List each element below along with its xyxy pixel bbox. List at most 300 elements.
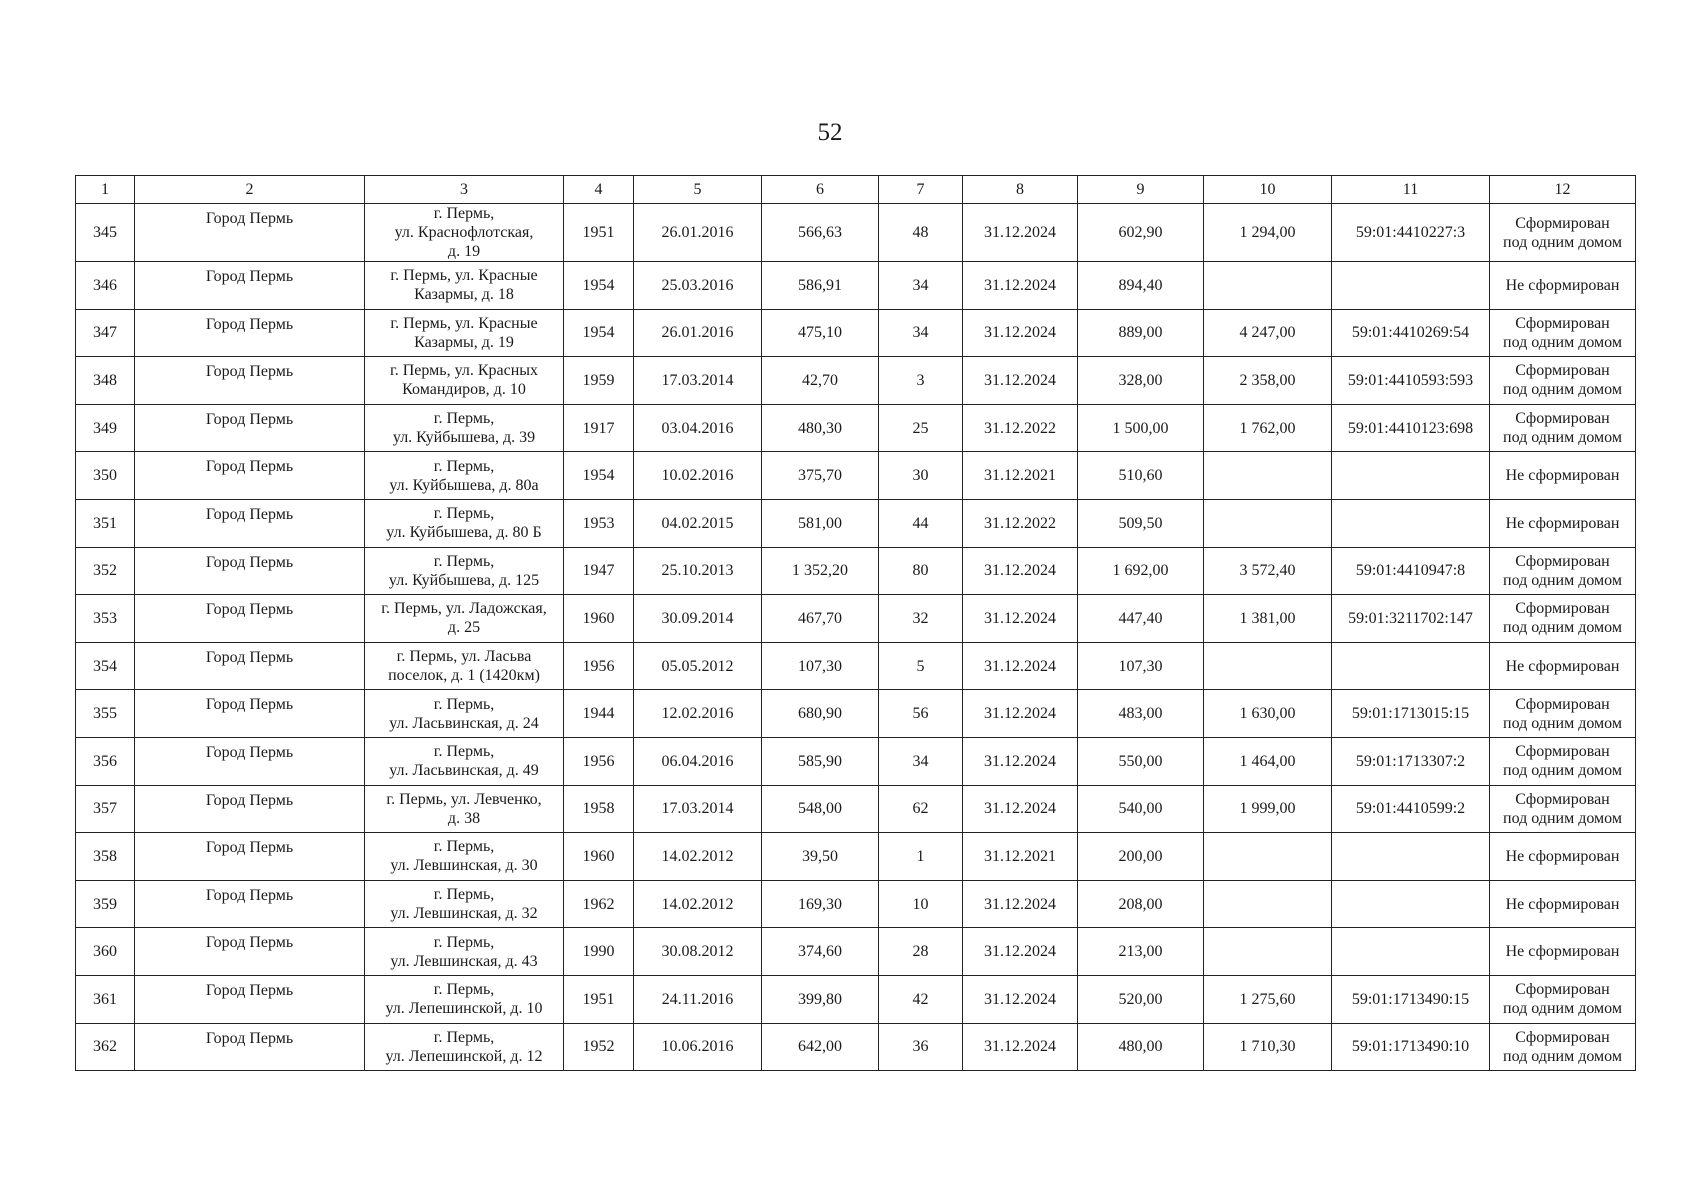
column-header: 1: [76, 176, 135, 204]
cadastral-number-cell: 59:01:1713307:2: [1332, 737, 1490, 785]
status-cell: [1490, 309, 1636, 357]
date-cell: 26.01.2016: [634, 309, 762, 357]
deadline-date-cell: 31.12.2024: [963, 357, 1078, 405]
status-cell: [1490, 690, 1636, 738]
status-line: Не сформирован: [1505, 514, 1620, 532]
land-area-cell: 1 275,60: [1204, 975, 1332, 1023]
cadastral-number-cell: 59:01:4410227:3: [1332, 204, 1490, 262]
count-cell: 80: [879, 547, 963, 595]
address-line: г. Пермь,: [433, 1028, 495, 1046]
status-line: Сформирован: [1515, 552, 1610, 570]
column-header: 6: [762, 176, 879, 204]
status-line: Сформирован: [1515, 600, 1610, 618]
address-line: г. Пермь,: [433, 743, 495, 761]
area-cell: 581,00: [762, 499, 879, 547]
date-cell: 30.09.2014: [634, 595, 762, 643]
count-cell: 62: [879, 785, 963, 833]
year-cell: 1947: [564, 547, 634, 595]
address-cell: [365, 833, 564, 881]
address-line: Командиров, д. 10: [402, 381, 526, 399]
year-cell: 1952: [564, 1023, 634, 1071]
city-cell: Город Пермь: [135, 737, 365, 785]
table-row: [76, 204, 1636, 262]
cadastral-number-cell: 59:01:4410593:593: [1332, 357, 1490, 405]
address-line: г. Пермь,: [433, 205, 495, 222]
table-row: [76, 690, 1636, 738]
year-cell: 1956: [564, 642, 634, 690]
table-row: [76, 499, 1636, 547]
value-cell: 509,50: [1078, 499, 1204, 547]
column-header: 7: [879, 176, 963, 204]
address-cell: [365, 452, 564, 500]
year-cell: 1959: [564, 357, 634, 405]
value-cell: 520,00: [1078, 975, 1204, 1023]
deadline-date-cell: 31.12.2024: [963, 737, 1078, 785]
address-line: г. Пермь, ул. Ладожская,: [381, 600, 547, 618]
status-cell: [1490, 262, 1636, 310]
deadline-date-cell: 31.12.2021: [963, 833, 1078, 881]
value-cell: 540,00: [1078, 785, 1204, 833]
land-area-cell: 2 358,00: [1204, 357, 1332, 405]
address-cell: [365, 595, 564, 643]
address-line: ул. Левшинская, д. 32: [390, 905, 538, 923]
row-number-cell: 358: [76, 833, 135, 881]
deadline-date-cell: 31.12.2022: [963, 404, 1078, 452]
row-number-cell: 360: [76, 928, 135, 976]
table-row: [76, 785, 1636, 833]
value-cell: 483,00: [1078, 690, 1204, 738]
address-cell: [365, 690, 564, 738]
row-number-cell: 353: [76, 595, 135, 643]
address-line: г. Пермь, ул. Красные: [390, 314, 538, 332]
status-line: Сформирован: [1515, 214, 1610, 232]
table-row: [76, 452, 1636, 500]
city-cell: Город Пермь: [135, 642, 365, 690]
status-line: Сформирован: [1515, 314, 1610, 332]
area-cell: 585,90: [762, 737, 879, 785]
address-line: ул. Левшинская, д. 30: [390, 857, 538, 875]
status-cell: [1490, 833, 1636, 881]
deadline-date-cell: 31.12.2024: [963, 595, 1078, 643]
count-cell: 3: [879, 357, 963, 405]
deadline-date-cell: 31.12.2024: [963, 262, 1078, 310]
status-line: Не сформирован: [1505, 943, 1620, 961]
land-area-cell: [1204, 880, 1332, 928]
count-cell: 25: [879, 404, 963, 452]
address-line: д. 19: [447, 243, 481, 260]
deadline-date-cell: 31.12.2024: [963, 547, 1078, 595]
cadastral-number-cell: 59:01:1713490:15: [1332, 975, 1490, 1023]
area-cell: 467,70: [762, 595, 879, 643]
year-cell: 1960: [564, 595, 634, 643]
status-line: под одним домом: [1503, 809, 1622, 827]
address-line: г. Пермь,: [433, 695, 495, 713]
status-line: Не сформирован: [1505, 657, 1620, 675]
city-cell: Город Пермь: [135, 690, 365, 738]
column-header: 4: [564, 176, 634, 204]
city-cell: Город Пермь: [135, 975, 365, 1023]
area-cell: 548,00: [762, 785, 879, 833]
year-cell: 1944: [564, 690, 634, 738]
row-number-cell: 346: [76, 262, 135, 310]
year-cell: 1954: [564, 452, 634, 500]
cadastral-number-cell: [1332, 880, 1490, 928]
address-cell: [365, 737, 564, 785]
date-cell: 14.02.2012: [634, 833, 762, 881]
address-line: ул. Куйбышева, д. 39: [392, 429, 536, 447]
table-row: [76, 1023, 1636, 1071]
status-line: под одним домом: [1503, 333, 1622, 351]
housing-register-table: [75, 175, 1636, 1071]
count-cell: 36: [879, 1023, 963, 1071]
area-cell: 399,80: [762, 975, 879, 1023]
page-number: 52: [817, 119, 843, 146]
area-cell: 475,10: [762, 309, 879, 357]
cadastral-number-cell: [1332, 499, 1490, 547]
table-row: [76, 737, 1636, 785]
address-line: ул. Лепешинской, д. 10: [385, 1000, 543, 1018]
area-cell: 566,63: [762, 204, 879, 262]
address-cell: [365, 880, 564, 928]
date-cell: 14.02.2012: [634, 880, 762, 928]
status-cell: [1490, 1023, 1636, 1071]
land-area-cell: 1 294,00: [1204, 204, 1332, 262]
status-cell: [1490, 499, 1636, 547]
address-line: г. Пермь,: [433, 552, 495, 570]
year-cell: 1951: [564, 204, 634, 262]
address-cell: [365, 785, 564, 833]
address-line: ул. Лепешинской, д. 12: [385, 1047, 543, 1065]
status-line: Сформирован: [1515, 1028, 1610, 1046]
land-area-cell: [1204, 833, 1332, 881]
address-cell: [365, 262, 564, 310]
date-cell: 25.03.2016: [634, 262, 762, 310]
status-line: Сформирован: [1515, 743, 1610, 761]
year-cell: 1917: [564, 404, 634, 452]
status-cell: [1490, 595, 1636, 643]
area-cell: 680,90: [762, 690, 879, 738]
table-body: [76, 204, 1636, 1071]
status-cell: [1490, 642, 1636, 690]
address-line: г. Пермь,: [433, 933, 495, 951]
address-cell: [365, 499, 564, 547]
cadastral-number-cell: [1332, 833, 1490, 881]
date-cell: 26.01.2016: [634, 204, 762, 262]
value-cell: 208,00: [1078, 880, 1204, 928]
area-cell: 107,30: [762, 642, 879, 690]
status-line: Не сформирован: [1505, 847, 1620, 865]
address-cell: [365, 357, 564, 405]
status-cell: [1490, 928, 1636, 976]
land-area-cell: [1204, 452, 1332, 500]
land-area-cell: [1204, 928, 1332, 976]
city-cell: Город Пермь: [135, 404, 365, 452]
value-cell: 328,00: [1078, 357, 1204, 405]
year-cell: 1954: [564, 262, 634, 310]
value-cell: 602,90: [1078, 204, 1204, 262]
cadastral-number-cell: 59:01:4410599:2: [1332, 785, 1490, 833]
row-number-cell: 345: [76, 204, 135, 262]
table-row: [76, 928, 1636, 976]
date-cell: 05.05.2012: [634, 642, 762, 690]
city-cell: Город Пермь: [135, 547, 365, 595]
date-cell: 17.03.2014: [634, 785, 762, 833]
status-cell: [1490, 547, 1636, 595]
row-number-cell: 356: [76, 737, 135, 785]
area-cell: 1 352,20: [762, 547, 879, 595]
area-cell: 169,30: [762, 880, 879, 928]
row-number-cell: 352: [76, 547, 135, 595]
deadline-date-cell: 31.12.2024: [963, 309, 1078, 357]
count-cell: 1: [879, 833, 963, 881]
land-area-cell: 1 464,00: [1204, 737, 1332, 785]
address-line: г. Пермь,: [433, 981, 495, 999]
status-line: под одним домом: [1503, 429, 1622, 447]
count-cell: 34: [879, 309, 963, 357]
row-number-cell: 361: [76, 975, 135, 1023]
deadline-date-cell: 31.12.2024: [963, 690, 1078, 738]
value-cell: 1 692,00: [1078, 547, 1204, 595]
address-line: ул. Ласьвинская, д. 49: [389, 762, 539, 780]
address-line: г. Пермь,: [433, 505, 495, 523]
status-cell: [1490, 404, 1636, 452]
city-cell: Город Пермь: [135, 928, 365, 976]
address-cell: [365, 928, 564, 976]
address-line: г. Пермь,: [433, 886, 495, 904]
status-line: под одним домом: [1503, 1000, 1622, 1018]
year-cell: 1953: [564, 499, 634, 547]
date-cell: 04.02.2015: [634, 499, 762, 547]
table-row: [76, 642, 1636, 690]
status-line: под одним домом: [1503, 714, 1622, 732]
row-number-cell: 354: [76, 642, 135, 690]
table-row: [76, 595, 1636, 643]
city-cell: Город Пермь: [135, 309, 365, 357]
date-cell: 10.02.2016: [634, 452, 762, 500]
cadastral-number-cell: 59:01:4410269:54: [1332, 309, 1490, 357]
value-cell: 480,00: [1078, 1023, 1204, 1071]
year-cell: 1951: [564, 975, 634, 1023]
count-cell: 30: [879, 452, 963, 500]
address-line: д. 25: [447, 619, 481, 637]
date-cell: 25.10.2013: [634, 547, 762, 595]
date-cell: 30.08.2012: [634, 928, 762, 976]
status-line: Сформирован: [1515, 410, 1610, 428]
address-line: г. Пермь,: [433, 410, 495, 428]
area-cell: 642,00: [762, 1023, 879, 1071]
cadastral-number-cell: 59:01:1713015:15: [1332, 690, 1490, 738]
table-row: [76, 309, 1636, 357]
table-row: [76, 975, 1636, 1023]
city-cell: Город Пермь: [135, 880, 365, 928]
column-header: 12: [1490, 176, 1636, 204]
value-cell: 200,00: [1078, 833, 1204, 881]
column-header: 10: [1204, 176, 1332, 204]
city-cell: Город Пермь: [135, 357, 365, 405]
status-line: под одним домом: [1503, 381, 1622, 399]
table-row: [76, 357, 1636, 405]
land-area-cell: [1204, 499, 1332, 547]
count-cell: 5: [879, 642, 963, 690]
area-cell: 586,91: [762, 262, 879, 310]
cadastral-number-cell: 59:01:3211702:147: [1332, 595, 1490, 643]
area-cell: 39,50: [762, 833, 879, 881]
count-cell: 34: [879, 262, 963, 310]
value-cell: 510,60: [1078, 452, 1204, 500]
table-row: [76, 880, 1636, 928]
status-cell: [1490, 975, 1636, 1023]
status-line: Сформирован: [1515, 981, 1610, 999]
land-area-cell: 1 762,00: [1204, 404, 1332, 452]
row-number-cell: 347: [76, 309, 135, 357]
address-cell: [365, 404, 564, 452]
deadline-date-cell: 31.12.2024: [963, 975, 1078, 1023]
date-cell: 06.04.2016: [634, 737, 762, 785]
address-cell: [365, 642, 564, 690]
deadline-date-cell: 31.12.2024: [963, 928, 1078, 976]
address-line: д. 38: [447, 809, 481, 827]
value-cell: 213,00: [1078, 928, 1204, 976]
count-cell: 56: [879, 690, 963, 738]
column-header: 8: [963, 176, 1078, 204]
status-line: под одним домом: [1503, 571, 1622, 589]
address-line: ул. Левшинская, д. 43: [390, 952, 538, 970]
table-row: [76, 262, 1636, 310]
row-number-cell: 350: [76, 452, 135, 500]
count-cell: 44: [879, 499, 963, 547]
year-cell: 1962: [564, 880, 634, 928]
city-cell: Город Пермь: [135, 595, 365, 643]
row-number-cell: 359: [76, 880, 135, 928]
address-line: ул. Ласьвинская, д. 24: [389, 714, 539, 732]
address-line: г. Пермь, ул. Красные: [390, 267, 538, 285]
count-cell: 42: [879, 975, 963, 1023]
year-cell: 1958: [564, 785, 634, 833]
address-line: ул. Краснофлотская,: [394, 224, 534, 241]
year-cell: 1956: [564, 737, 634, 785]
address-line: г. Пермь,: [433, 838, 495, 856]
value-cell: 889,00: [1078, 309, 1204, 357]
row-number-cell: 348: [76, 357, 135, 405]
address-line: г. Пермь, ул. Красных: [389, 362, 539, 380]
status-line: Не сформирован: [1505, 276, 1620, 294]
cadastral-number-cell: 59:01:4410947:8: [1332, 547, 1490, 595]
row-number-cell: 362: [76, 1023, 135, 1071]
row-number-cell: 351: [76, 499, 135, 547]
value-cell: 550,00: [1078, 737, 1204, 785]
table-row: [76, 547, 1636, 595]
address-cell: [365, 204, 564, 262]
city-cell: Город Пермь: [135, 204, 365, 262]
address-cell: [365, 975, 564, 1023]
city-cell: Город Пермь: [135, 1023, 365, 1071]
status-line: Сформирован: [1515, 695, 1610, 713]
deadline-date-cell: 31.12.2024: [963, 642, 1078, 690]
address-line: г. Пермь, ул. Ласьва: [396, 648, 532, 666]
area-cell: 480,30: [762, 404, 879, 452]
date-cell: 10.06.2016: [634, 1023, 762, 1071]
land-area-cell: 1 381,00: [1204, 595, 1332, 643]
land-area-cell: 1 710,30: [1204, 1023, 1332, 1071]
city-cell: Город Пермь: [135, 499, 365, 547]
land-area-cell: 4 247,00: [1204, 309, 1332, 357]
address-line: поселок, д. 1 (1420км): [388, 667, 540, 685]
status-cell: [1490, 357, 1636, 405]
address-line: ул. Куйбышева, д. 125: [388, 571, 540, 589]
city-cell: Город Пермь: [135, 833, 365, 881]
area-cell: 42,70: [762, 357, 879, 405]
status-cell: [1490, 737, 1636, 785]
row-number-cell: 355: [76, 690, 135, 738]
count-cell: 32: [879, 595, 963, 643]
cadastral-number-cell: 59:01:4410123:698: [1332, 404, 1490, 452]
date-cell: 12.02.2016: [634, 690, 762, 738]
column-header: 5: [634, 176, 762, 204]
land-area-cell: [1204, 262, 1332, 310]
count-cell: 48: [879, 204, 963, 262]
cadastral-number-cell: 59:01:1713490:10: [1332, 1023, 1490, 1071]
city-cell: Город Пермь: [135, 785, 365, 833]
value-cell: 1 500,00: [1078, 404, 1204, 452]
area-cell: 374,60: [762, 928, 879, 976]
count-cell: 34: [879, 737, 963, 785]
address-line: ул. Куйбышева, д. 80а: [389, 476, 539, 494]
status-line: Сформирован: [1515, 790, 1610, 808]
deadline-date-cell: 31.12.2024: [963, 785, 1078, 833]
address-line: г. Пермь, ул. Левченко,: [386, 790, 542, 808]
date-cell: 24.11.2016: [634, 975, 762, 1023]
land-area-cell: 1 630,00: [1204, 690, 1332, 738]
date-cell: 17.03.2014: [634, 357, 762, 405]
status-line: под одним домом: [1503, 1047, 1622, 1065]
status-cell: [1490, 880, 1636, 928]
row-number-cell: 349: [76, 404, 135, 452]
cadastral-number-cell: [1332, 642, 1490, 690]
city-cell: Город Пермь: [135, 452, 365, 500]
table-row: [76, 833, 1636, 881]
status-line: Не сформирован: [1505, 467, 1620, 485]
deadline-date-cell: 31.12.2024: [963, 1023, 1078, 1071]
column-header: 3: [365, 176, 564, 204]
year-cell: 1960: [564, 833, 634, 881]
year-cell: 1954: [564, 309, 634, 357]
status-line: Сформирован: [1515, 362, 1610, 380]
deadline-date-cell: 31.12.2022: [963, 499, 1078, 547]
status-line: под одним домом: [1503, 762, 1622, 780]
status-line: под одним домом: [1503, 619, 1622, 637]
deadline-date-cell: 31.12.2021: [963, 452, 1078, 500]
address-cell: [365, 547, 564, 595]
area-cell: 375,70: [762, 452, 879, 500]
date-cell: 03.04.2016: [634, 404, 762, 452]
count-cell: 28: [879, 928, 963, 976]
status-cell: [1490, 204, 1636, 262]
column-header: 11: [1332, 176, 1490, 204]
cadastral-number-cell: [1332, 262, 1490, 310]
value-cell: 107,30: [1078, 642, 1204, 690]
land-area-cell: [1204, 642, 1332, 690]
row-number-cell: 357: [76, 785, 135, 833]
address-line: г. Пермь,: [433, 457, 495, 475]
deadline-date-cell: 31.12.2024: [963, 204, 1078, 262]
address-line: ул. Куйбышева, д. 80 Б: [386, 524, 542, 542]
column-header: 2: [135, 176, 365, 204]
status-line: под одним домом: [1503, 233, 1622, 251]
year-cell: 1990: [564, 928, 634, 976]
address-cell: [365, 1023, 564, 1071]
deadline-date-cell: 31.12.2024: [963, 880, 1078, 928]
status-line: Не сформирован: [1505, 895, 1620, 913]
